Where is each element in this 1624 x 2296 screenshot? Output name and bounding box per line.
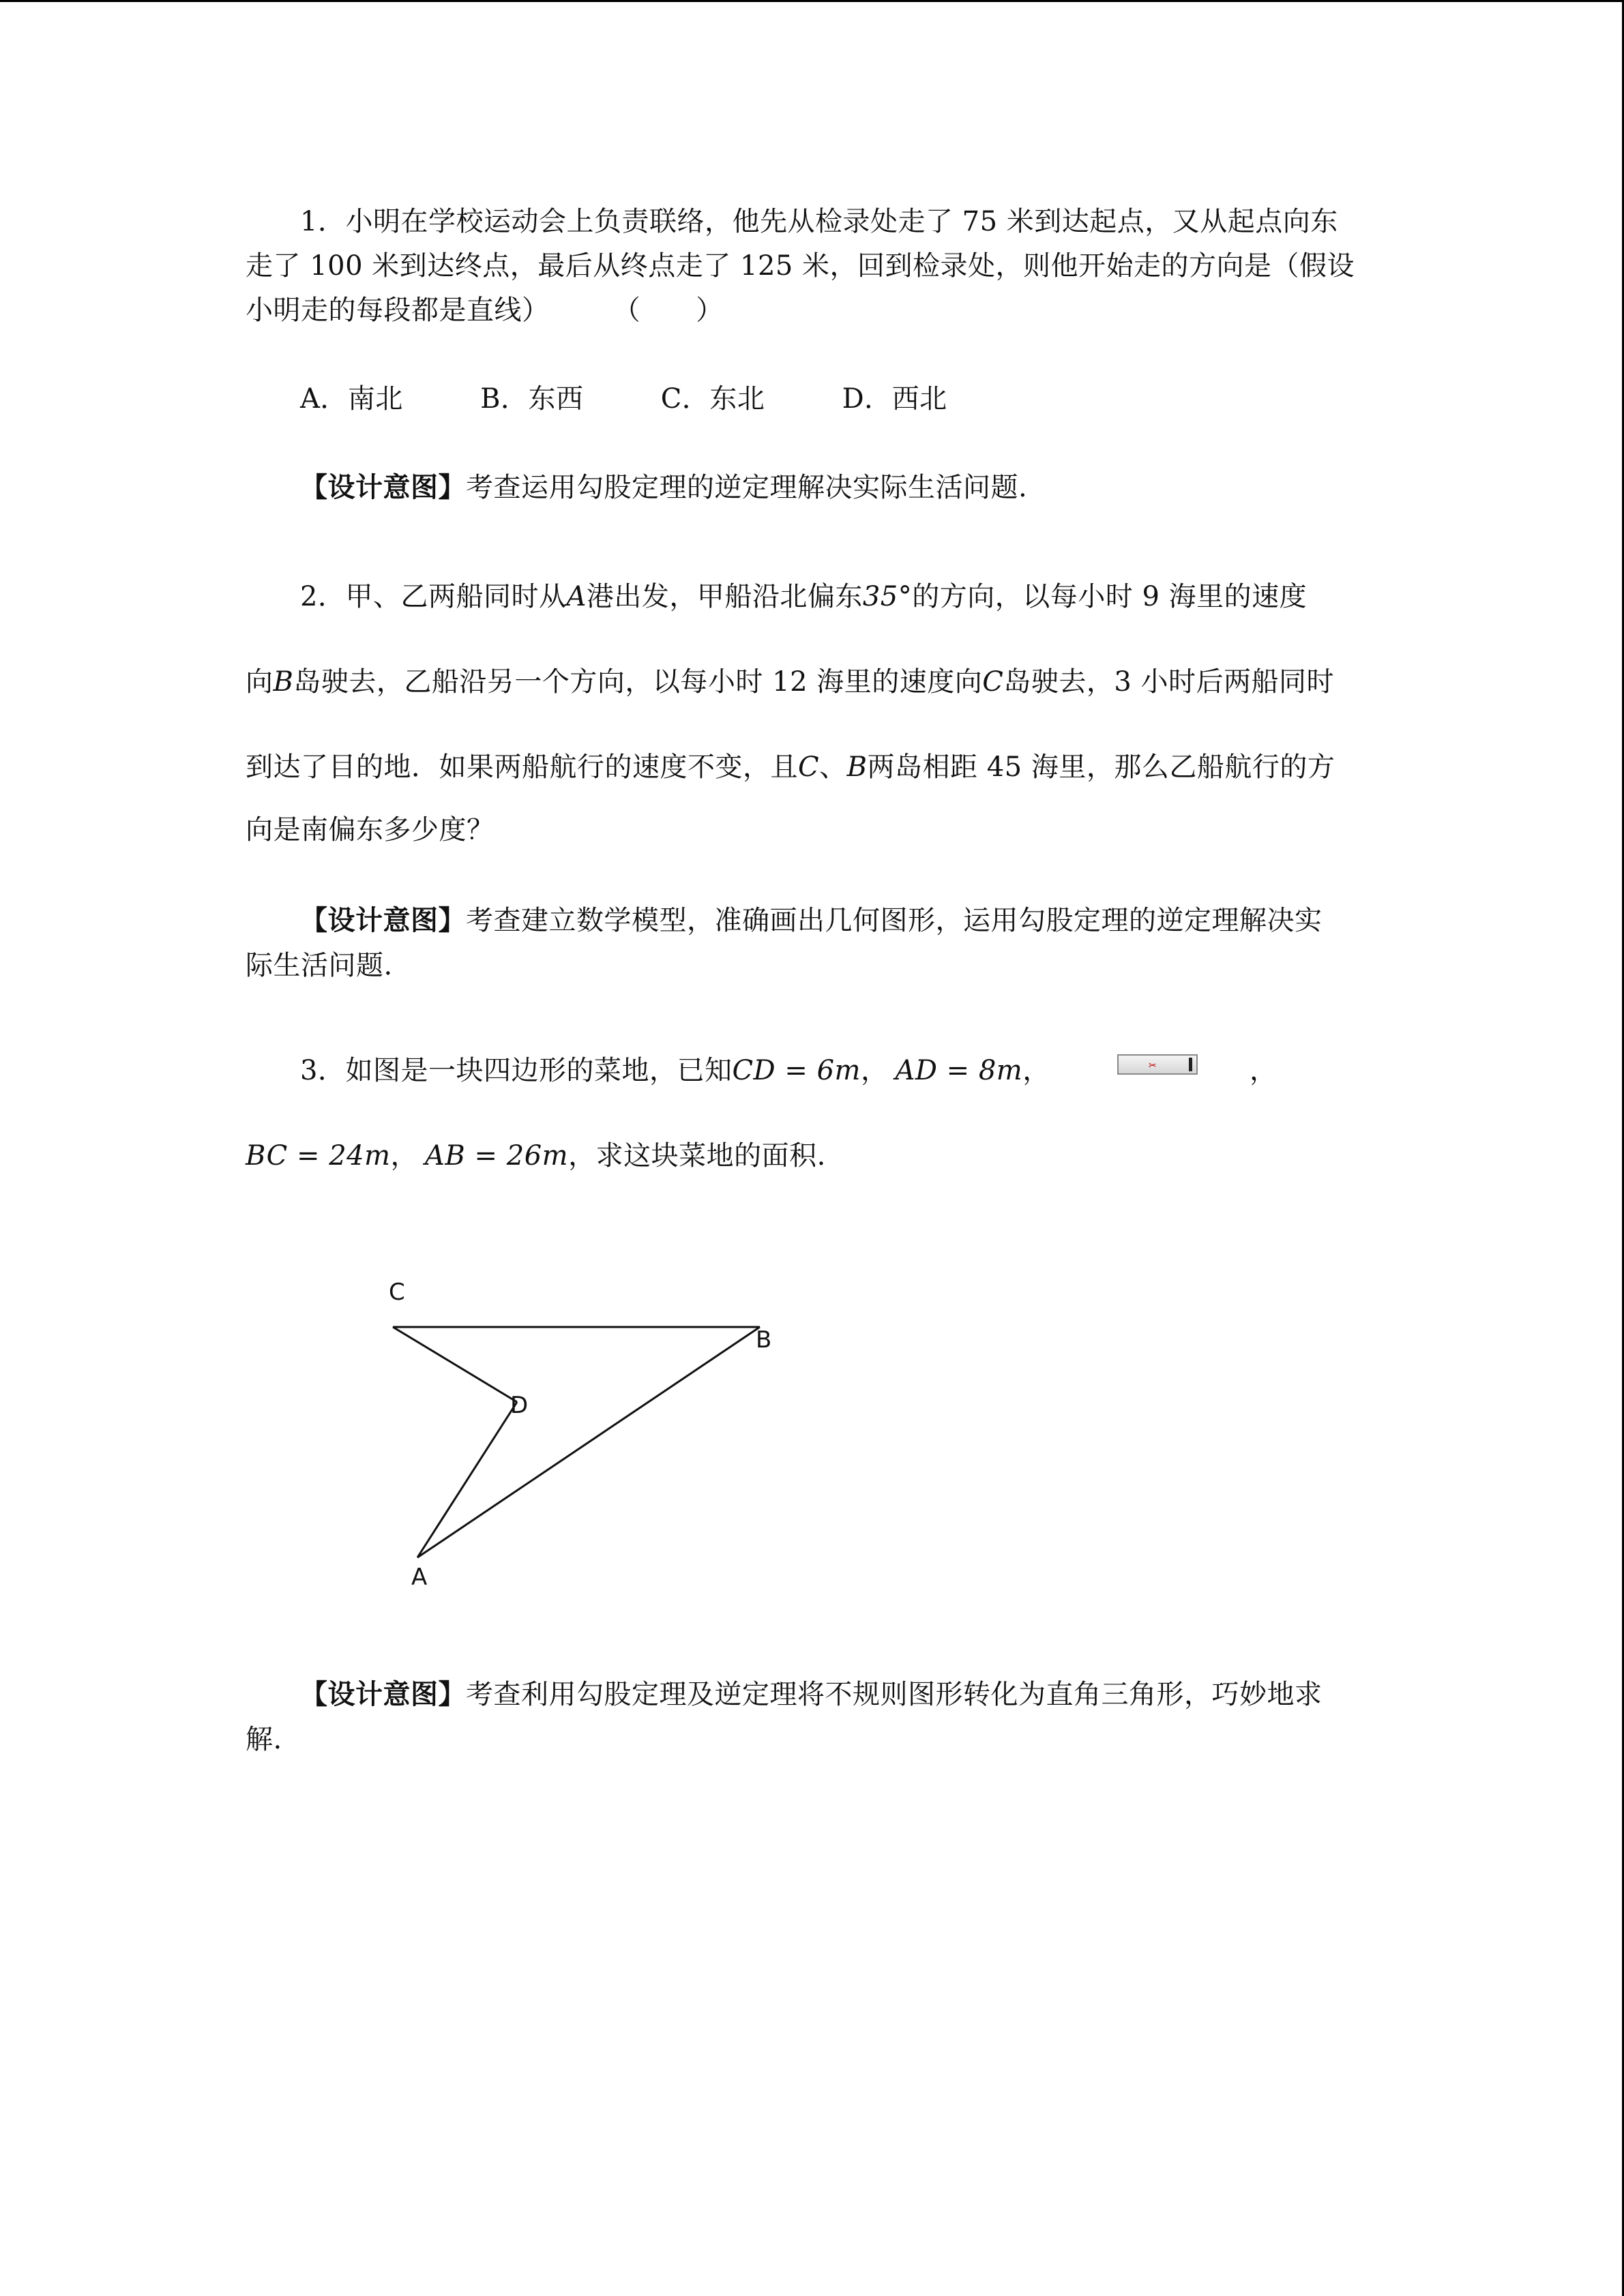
q2-point-b-2: B [846,751,868,783]
q2-line-3 [246,747,1335,788]
label-a: A [411,1564,428,1591]
q2-point-c: C [982,666,1004,698]
q3-intent-line-2: 解. [246,1724,282,1755]
embedded-formula-icon [1117,1054,1198,1075]
q2-point-a: A [566,581,587,612]
q1-intent-label: 【设计意图】 [300,472,466,503]
q2-line-3-a: 到达了目的地．如果两船航行的速度不变，且 [246,751,798,783]
q2-line-1-b: 港出发，甲船沿北偏东 [586,581,863,612]
q2-line-3-b: 两岛相距 45 海里，那么乙船航行的方 [867,751,1335,783]
q1-option-d: D．西北 [842,383,947,415]
label-c: C [389,1279,405,1306]
q1-intent [300,467,1027,508]
q2-intent-text-1: 考查建立数学模型，准确画出几何图形，运用勾股定理的逆定理解决实 [466,905,1323,936]
q2-line-4: 向是南偏东多少度？ [246,814,494,846]
q2-point-b: B [273,666,294,698]
label-d: D [510,1392,529,1419]
q3-line-2 [246,1135,826,1176]
label-b: B [756,1326,772,1354]
q3-comma-2: ， [1022,1055,1050,1086]
edge-ab [417,1327,760,1557]
q2-line-2 [246,661,1334,702]
q2-intent-line-1 [300,900,1323,941]
formula-bar [1189,1058,1192,1071]
q1-option-b: B．东西 [480,383,584,415]
q1-line-1: 1．小明在学校运动会上负责联络，他先从检录处走了 75 米到达起点，又从起点向东 [300,206,1338,237]
q1-answer-paren: （ ） [612,295,724,326]
edge-cd [393,1327,517,1402]
q3-comma-3: ， [1250,1055,1278,1086]
q2-separator: 、 [819,751,847,783]
q3-cd: CD = 6m [732,1055,861,1086]
q3-ad: AD = 8m [895,1055,1023,1086]
q3-bc: BC = 24m [246,1140,391,1172]
q3-intent-label: 【设计意图】 [300,1679,466,1710]
q3-line-1-a: 3．如图是一块四边形的菜地，已知 [300,1055,733,1086]
q2-line-1-c: 的方向，以每小时 9 海里的速度 [912,581,1308,612]
q3-line-2-b: ，求这块菜地的面积. [568,1140,826,1172]
q3-comma-1: ， [860,1055,889,1086]
q1-line-2: 走了 100 米到达终点，最后从终点走了 125 米，回到检录处，则他开始走的方向是（假设 [246,250,1355,282]
q2-line-2-b: 岛驶去，乙船沿另一个方向，以每小时 12 海里的速度向 [293,666,983,698]
q2-angle: 35° [862,581,913,612]
q2-intent-label: 【设计意图】 [300,905,466,936]
q2-point-c-2: C [798,751,820,783]
q1-intent-text: 考查运用勾股定理的逆定理解决实际生活问题. [466,472,1028,503]
q2-line-1 [300,576,1307,617]
q3-line-1 [300,1050,1050,1091]
q3-intent-text-1: 考查利用勾股定理及逆定理将不规则图形转化为直角三角形，巧妙地求 [466,1679,1323,1710]
q2-line-2-a: 向 [246,666,274,698]
q1-option-a: A．南北 [300,383,403,415]
q2-intent-line-2: 际生活问题. [246,950,393,981]
q1-options [300,378,1016,419]
quadrilateral-diagram [368,1275,791,1596]
q3-intent-line-1 [300,1674,1323,1715]
q3-comma-4: ， [390,1140,419,1172]
q2-line-2-c: 岛驶去，3 小时后两船同时 [1003,666,1335,698]
q1-option-c: C．东北 [660,383,765,415]
formula-placeholder-icon: ✂ [1149,1060,1157,1071]
page-border-top [0,0,1624,2]
q3-ab: AB = 26m [425,1140,569,1172]
q1-line-3-text: 小明走的每段都是直线） [246,295,550,326]
q1-line-3 [246,290,724,331]
q2-line-1-a: 2．甲、乙两船同时从 [300,581,567,612]
edge-da [417,1402,517,1557]
